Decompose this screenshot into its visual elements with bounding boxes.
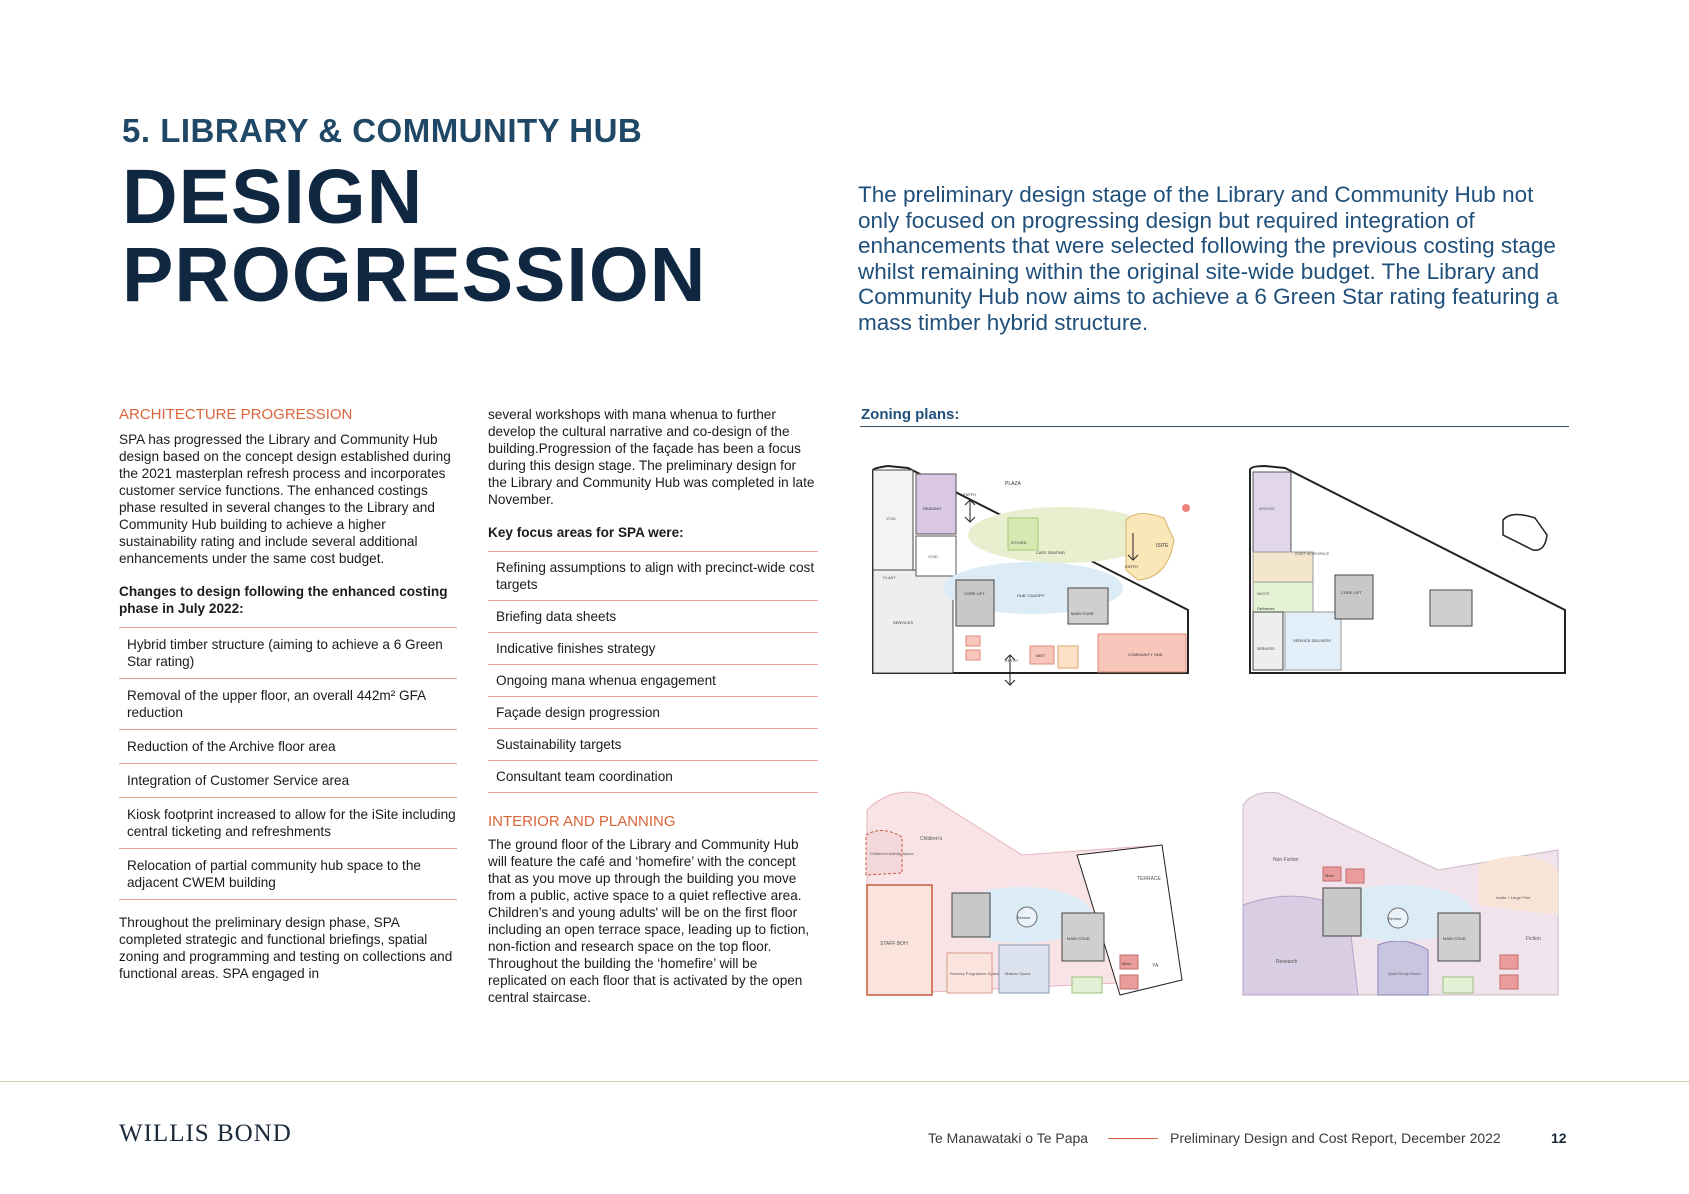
plan4-nonfiction: Non Fiction: [1273, 857, 1299, 863]
brand-logo: WILLIS BOND: [119, 1120, 292, 1147]
footer-report: Preliminary Design and Cost Report, December 2022: [1170, 1130, 1501, 1146]
title-line-2: PROGRESSION: [122, 232, 707, 318]
changes-heading: Changes to design following the enhanced costing phase in July 2022:: [119, 584, 448, 616]
plan1-core: CORE LIFT: [964, 591, 985, 596]
plan4-meet: Meet: [1325, 873, 1334, 878]
plan2-archive: ARCHIVE: [1259, 507, 1275, 511]
footer-separator: [1108, 1138, 1158, 1139]
plan4-quiet: Quiet Study Room: [1388, 971, 1421, 976]
architecture-paragraph-2: Throughout the preliminary design phase, SPA completed strategic and functional briefings, spatial zoning and programming and testing on collections and functional areas. SPA engaged in: [119, 915, 453, 981]
list-item: Reduction of the Archive floor area: [119, 730, 457, 764]
plan1-main-stair: MAIN STAIR: [1071, 611, 1094, 616]
title-line-1: DESIGN: [122, 154, 424, 240]
plan1-plaza: PLAZA: [1005, 481, 1021, 487]
plan1-reading: READING: [923, 506, 942, 511]
list-item: Relocation of partial community hub space to the adjacent CWEM building: [119, 849, 457, 900]
plan3-childrens: Children's: [920, 836, 943, 842]
interior-heading: INTERIOR AND PLANNING: [488, 813, 676, 830]
architecture-paragraph-3: several workshops with mana whenua to further develop the cultural narrative and co-design of the building.Progression of the façade has been a focus during this design stage. The preliminary design for the Library and Community Hub was completed in late November.: [488, 407, 815, 507]
list-item: Removal of the upper floor, an overall 442m² GFA reduction: [119, 679, 457, 730]
focus-heading: Key focus areas for SPA were:: [488, 525, 684, 540]
plan1-kitchen: KITCHEN: [1011, 541, 1027, 545]
list-item: Kiosk footprint increased to allow for the iSite including central ticketing and refreshments: [119, 798, 457, 849]
changes-list: [119, 627, 457, 900]
plan1-plant: PLANT: [883, 575, 896, 580]
plan1-meet: MEET: [1036, 654, 1046, 658]
list-item: Façade design progression: [488, 697, 818, 729]
plan4-main-stair: MAIN STAIR: [1443, 936, 1466, 941]
interior-paragraph: The ground floor of the Library and Community Hub will feature the café and ‘homefire’ with the concept that as you move up through the building you move from a public, active space to a quiet reflective area. Children’s and young adults' will be on the first floor including an open terrace space, leading up to fiction, non-fiction and research space on the top floor. Throughout the building the ‘homefire’ will be replicated on each floor that is activated by the open central staircase.: [488, 837, 810, 1005]
text-column-2: [488, 406, 818, 1006]
footer-project: Te Manawataki o Te Papa: [928, 1130, 1089, 1146]
list-item: Ongoing mana whenua engagement: [488, 665, 818, 697]
section-eyebrow: 5. LIBRARY & COMMUNITY HUB: [122, 112, 643, 149]
plan2-service-delivery: SERVICE DELIVERY: [1293, 638, 1332, 643]
zoning-plan-first: [862, 785, 1192, 1000]
list-item: Refining assumptions to align with precinct-wide cost targets: [488, 552, 818, 601]
plan2-waste: WASTE: [1257, 592, 1270, 596]
plan2-core: CORE LIFT: [1341, 590, 1362, 595]
plan4-service: Service: [1388, 916, 1402, 921]
plan3-makers: Makers Space: [1005, 971, 1031, 976]
list-item: Consultant team coordination: [488, 761, 818, 793]
plan2-services: SERVICES: [1257, 647, 1275, 651]
plan1-hub: HUB 'CANOPY': [1017, 593, 1045, 598]
plan3-terrace: TERRACE: [1137, 876, 1161, 882]
plan1-community: COMMUNITY HUB: [1128, 652, 1163, 657]
plan1-services: SERVICES: [893, 620, 914, 625]
text-column-1: [119, 406, 457, 982]
plan1-void-2: VOID: [928, 554, 938, 559]
zoning-label: Zoning plans:: [861, 406, 960, 423]
plan3-main-stair: MAIN STAIR: [1067, 936, 1090, 941]
plan3-staff: STAFF BOH: [880, 941, 908, 947]
plan3-service: Service: [1017, 915, 1031, 920]
plan4-fiction: Fiction: [1526, 936, 1541, 942]
list-item: Briefing data sheets: [488, 601, 818, 633]
footer-divider: [0, 1081, 1689, 1082]
architecture-heading: ARCHITECTURE PROGRESSION: [119, 406, 353, 423]
plan3-activity: Children's Activity Space: [870, 851, 914, 856]
list-item: Indicative finishes strategy: [488, 633, 818, 665]
plan3-sensory: Sensory Programme Space: [950, 971, 1000, 976]
plan3-meet: Meet: [1122, 961, 1131, 966]
focus-list: [488, 551, 818, 793]
plan2-staff: STAFF WORKSPACE: [1295, 552, 1330, 556]
plan1-void-1: VOID: [886, 516, 896, 521]
page-title: [122, 154, 707, 318]
zoning-plan-ground: [868, 460, 1198, 695]
zoning-plan-mezzanine: [1245, 460, 1575, 695]
list-item: Hybrid timber structure (aiming to achieve a 6 Green Star rating): [119, 628, 457, 679]
list-item: Integration of Customer Service area: [119, 764, 457, 798]
plan1-entry-top: ENTRY: [963, 492, 977, 497]
architecture-paragraph-1: SPA has progressed the Library and Community Hub design based on the concept design established during the 2021 masterplan refresh process and incorporates customer service functions. The enhanced costings phase resulted in several changes to the Library and Community Hub building to achieve a higher sustainability rating and include several additional enhancements under the same cost budget.: [119, 432, 451, 566]
zoning-plan-second: [1238, 785, 1568, 1000]
plan4-audio: Audio + Large Print: [1496, 895, 1531, 900]
list-item: Sustainability targets: [488, 729, 818, 761]
plan1-isite: ISITE: [1156, 543, 1169, 549]
intro-paragraph: The preliminary design stage of the Library and Community Hub not only focused on progressing design but required integration of enhancements that were selected following the previous costing stage whilst remaining within the original site-wide budget. The Library and Community Hub now aims to achieve a 6 Green Star rating featuring a mass timber hybrid structure.: [858, 182, 1559, 335]
plan1-entry-bottom: ENTRY: [1005, 658, 1019, 663]
plan1-cafe: CAFE SEATING: [1036, 550, 1066, 555]
plan2-deliveries: Deliveries: [1257, 606, 1275, 611]
zoning-divider: [860, 426, 1569, 427]
page-number: 12: [1551, 1130, 1567, 1146]
plan4-research: Research: [1276, 959, 1298, 965]
plan1-entry-right: ENTRY: [1125, 564, 1139, 569]
plan3-ya: YA: [1152, 963, 1159, 969]
